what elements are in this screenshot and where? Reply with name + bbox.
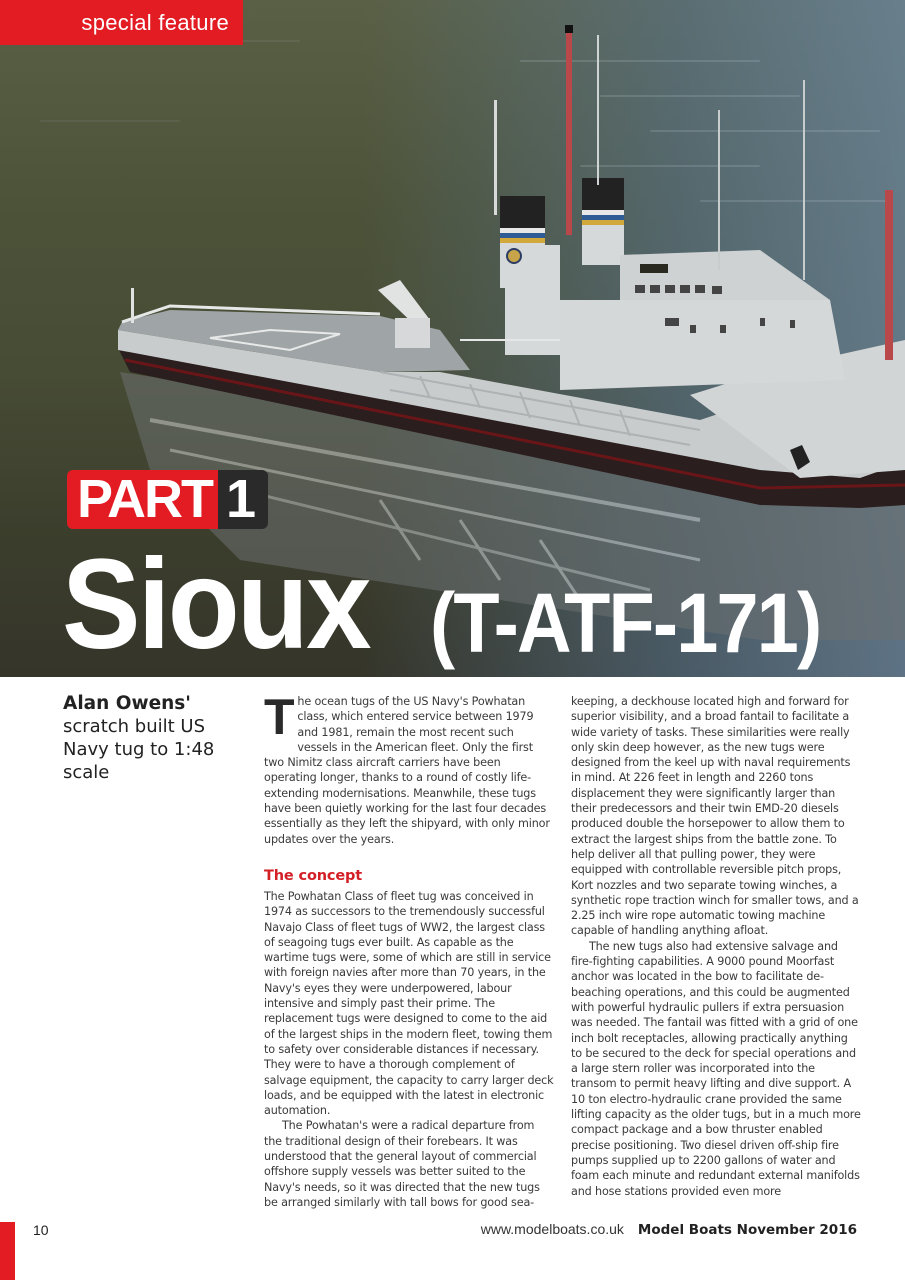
- footer-red-strip: [0, 1222, 15, 1280]
- footer-credits: [481, 1221, 857, 1238]
- page-number: 10: [33, 1222, 49, 1238]
- body-paragraph: The Powhatan's were a radical departure from the traditional design of their forebears. It was understood that the general layout of commercial offshore supply vessels was better suited to the Navy's needs, so it was directed that the new tugs be arranged similarly with tall bows for good sea-: [264, 1119, 540, 1209]
- article-subtitle: (T-ATF-171): [430, 576, 821, 670]
- part-word: PART: [67, 470, 218, 529]
- website-link[interactable]: www.modelboats.co.uk: [480, 1221, 624, 1237]
- intro-text: he ocean tugs of the US Navy's Powhatan class, which entered service between 1979 and 1981, remain the most recent such vessels in the American fleet. Only the first two Nimitz class aircraft carriers have been operating longer, thanks to a round of costly life-extending modernisations. Meanwhile, these tugs have been quietly working for the last four decades essentially as they left the shipyard, with only minor updates over the years.: [264, 695, 550, 846]
- body-paragraph: The Powhatan Class of fleet tug was conceived in 1974 as successors to the tremendously successful Navajo Class of fleet tugs of WW2, the largest class of seagoing tugs ever built. As capable as the wartime tugs were, some of which are still in service with foreign navies after more than 70 years, in the Navy's eyes they were underpowered, labour intensive and simply past their prime. The replacement tugs were designed to come to the aid of the largest ships in the modern fleet, towing them to safety over considerable distances if necessary. They were to have a thorough complement of salvage equipment, the capacity to carry larger deck loads, and be equipped with the latest in electronic automation.: [264, 889, 554, 1118]
- intro-paragraph: [264, 689, 554, 847]
- part-badge: [67, 470, 268, 529]
- magazine-issue: Model Boats November 2016: [637, 1222, 857, 1238]
- section-heading: The concept: [264, 867, 363, 884]
- dropcap: T: [264, 689, 295, 745]
- standfirst-description: scratch built US Navy tug to 1:48 scale: [63, 716, 215, 783]
- article-column-2: [571, 694, 861, 1199]
- standfirst: [63, 692, 248, 784]
- body-paragraph: keeping, a deckhouse located high and forward for superior visibility, and a broad fantail to facilitate a wide variety of tasks. These similarities were really only skin deep however, as the new tugs were designed from the keel up with naval requirements in mind. At 226 feet in length and 2260 tons displacement they were significantly larger than their predecessors and their twin EMD-20 diesels produced double the horsepower to allow them to extract the largest ships from the battle zone. To help deliver all that pulling power, they were equipped with controllable reversible pitch props, Kort nozzles and two separate towing winches, a synthetic rope traction winch for smaller tows, and a 2.25 inch wire rope automatic towing machine capable of handling anything afloat.: [571, 695, 859, 938]
- article-column-1: [264, 689, 554, 1210]
- part-number: 1: [218, 470, 268, 529]
- section-label: special feature: [81, 9, 229, 35]
- body-paragraph: The new tugs also had extensive salvage and fire-fighting capabilities. A 9000 pound Moorfast anchor was located in the bow to facilitate de-beaching operations, and this could be augmented with powerful hydraulic pullers if extra persuasion was needed. The fantail was fitted with a grid of one inch bolt receptacles, allowing practically anything to be secured to the deck for special operations and a large stern roller was incorporated into the transom to permit heavy lifting and dive support. A 10 ton electro-hydraulic crane provided the same lifting capacity as the older tugs, but in a much more compact package and a bow thruster enabled precise positioning. Two diesel driven off-ship fire pumps supplied up to 2200 gallons of water and foam each minute and redundant external manifolds and hose stations provided even more: [571, 939, 861, 1198]
- article-title: Sioux: [62, 533, 369, 676]
- section-label-tab: [0, 0, 243, 45]
- author-name: Alan Owens': [63, 693, 191, 714]
